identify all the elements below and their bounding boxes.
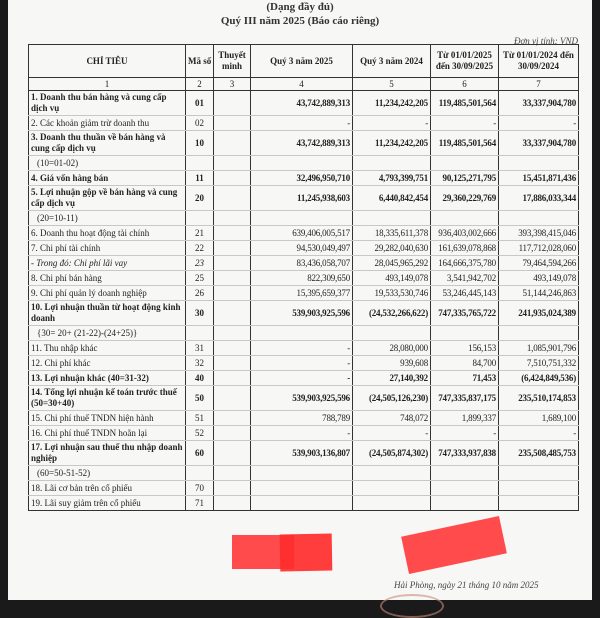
value-ytd-2025: 747,333,937,838 [431,441,499,466]
place-date-footer: Hải Phòng, ngày 21 tháng 10 năm 2025 [394,580,539,590]
value-q3-2024 [353,326,431,341]
row-code: 21 [186,226,214,241]
table-row [29,241,579,256]
row-label: (60=50-51-52) [29,466,186,481]
col-number: 3 [214,78,251,91]
redaction-mark [280,534,333,572]
value-q3-2024: 748,072 [353,411,431,426]
value-q3-2024: - [353,426,431,441]
value-q3-2025: 788,789 [251,411,353,426]
row-label: 1. Doanh thu bán hàng và cung cấp dịch vụ [29,91,186,116]
row-code [186,211,214,226]
value-q3-2025: 539,903,925,596 [251,386,353,411]
row-code: 11 [186,171,214,186]
value-ytd-2025: 119,485,501,564 [431,91,499,116]
row-note [214,271,251,286]
document-form-subtitle: (Dạng đầy đủ) [266,1,334,13]
header-q3-2024: Quý 3 năm 2024 [353,45,431,78]
value-ytd-2024: 235,510,174,853 [499,386,579,411]
row-note [214,386,251,411]
row-note [214,441,251,466]
value-ytd-2025: 119,485,501,564 [431,131,499,156]
value-q3-2024: - [353,116,431,131]
row-note [214,171,251,186]
document-page [8,0,592,600]
table-row [29,356,579,371]
row-label: 4. Giá vốn hàng bán [29,171,186,186]
value-q3-2025 [251,496,353,511]
value-ytd-2025: - [431,116,499,131]
value-q3-2025: 15,395,659,377 [251,286,353,301]
value-q3-2025: - [251,356,353,371]
value-ytd-2024 [499,496,579,511]
row-note [214,256,251,271]
value-q3-2025 [251,326,353,341]
row-code: 22 [186,241,214,256]
value-q3-2024: 11,234,242,205 [353,131,431,156]
row-code: 31 [186,341,214,356]
header-note: Thuyết minh [214,45,251,78]
value-ytd-2025: 156,153 [431,341,499,356]
row-code: 40 [186,371,214,386]
row-note [214,326,251,341]
value-ytd-2025: 164,666,375,780 [431,256,499,271]
table-row [29,481,579,496]
row-code: 71 [186,496,214,511]
col-number: 2 [186,78,214,91]
row-note [214,426,251,441]
col-number: 5 [353,78,431,91]
value-q3-2025: 94,530,049,497 [251,241,353,256]
row-label: 8. Chi phí bán hàng [29,271,186,286]
value-q3-2024: 939,608 [353,356,431,371]
row-note [214,131,251,156]
row-code: 10 [186,131,214,156]
value-ytd-2025: 747,335,837,175 [431,386,499,411]
row-code: 52 [186,426,214,441]
table-row [29,341,579,356]
value-ytd-2025 [431,211,499,226]
row-note [214,211,251,226]
row-label: 19. Lãi suy giảm trên cổ phiếu [29,496,186,511]
value-ytd-2024: 393,398,415,046 [499,226,579,241]
value-q3-2025 [251,466,353,481]
row-code: 70 [186,481,214,496]
value-q3-2025: 43,742,889,313 [251,131,353,156]
row-note [214,466,251,481]
row-label: 16. Chi phí thuế TNDN hoãn lại [29,426,186,441]
screen-edge [592,0,600,600]
row-note [214,496,251,511]
row-code: 32 [186,356,214,371]
value-ytd-2024: 241,935,024,389 [499,301,579,326]
value-ytd-2024 [499,211,579,226]
row-note [214,341,251,356]
value-q3-2024: 28,080,000 [353,341,431,356]
row-code [186,466,214,481]
value-ytd-2024: 33,337,904,780 [499,91,579,116]
row-label: 5. Lợi nhuận gộp về bán hàng và cung cấp dịch vụ [29,186,186,211]
row-note [214,286,251,301]
row-label: 7. Chi phí tài chính [29,241,186,256]
value-ytd-2025: 53,246,445,143 [431,286,499,301]
value-q3-2024: 11,234,242,205 [353,91,431,116]
row-code [186,326,214,341]
value-ytd-2025: 71,453 [431,371,499,386]
value-q3-2025: - [251,371,353,386]
row-code: 60 [186,441,214,466]
formula-row [29,466,579,481]
formula-row [29,156,579,171]
row-note [214,156,251,171]
company-stamp [380,594,444,618]
formula-row [29,326,579,341]
value-q3-2024: 19,533,530,746 [353,286,431,301]
row-code: 51 [186,411,214,426]
value-q3-2025 [251,211,353,226]
value-ytd-2024: 1,689,100 [499,411,579,426]
table-body [29,91,579,511]
value-q3-2025: - [251,426,353,441]
table-row [29,91,579,116]
value-ytd-2025 [431,466,499,481]
row-code: 50 [186,386,214,411]
value-ytd-2025: 161,639,078,868 [431,241,499,256]
col-number: 6 [431,78,499,91]
value-q3-2025 [251,481,353,496]
value-q3-2024: 27,140,392 [353,371,431,386]
value-ytd-2025: 90,125,271,795 [431,171,499,186]
row-label: (20=10-11) [29,211,186,226]
value-q3-2024: 28,045,965,292 [353,256,431,271]
value-ytd-2025: 3,541,942,702 [431,271,499,286]
value-ytd-2025 [431,156,499,171]
row-note [214,301,251,326]
value-ytd-2024: 1,085,901,796 [499,341,579,356]
col-number: 4 [251,78,353,91]
value-ytd-2025: 1,899,337 [431,411,499,426]
value-ytd-2025: 936,403,002,666 [431,226,499,241]
value-q3-2024: (24,532,266,622) [353,301,431,326]
row-label: 14. Tổng lợi nhuận kế toán trước thuế (50=30+40) [29,386,186,411]
table-row [29,441,579,466]
header-ytd-2024: Từ 01/01/2024 đến 30/09/2024 [499,45,579,78]
value-ytd-2024: 17,886,033,344 [499,186,579,211]
row-label: 2. Các khoản giảm trừ doanh thu [29,116,186,131]
value-ytd-2024 [499,466,579,481]
value-q3-2025: 822,309,650 [251,271,353,286]
redaction-mark [401,516,507,574]
value-ytd-2025: 747,335,765,722 [431,301,499,326]
value-ytd-2024: - [499,116,579,131]
row-label: (10=01-02) [29,156,186,171]
value-ytd-2024: 493,149,078 [499,271,579,286]
document-period-title: Quý III năm 2025 (Báo cáo riêng) [220,15,380,27]
formula-row [29,211,579,226]
value-ytd-2025 [431,326,499,341]
row-label: 17. Lợi nhuận sau thuế thu nhập doanh nghiệp [29,441,186,466]
table-row [29,371,579,386]
value-q3-2025: 43,742,889,313 [251,91,353,116]
value-q3-2025: - [251,341,353,356]
currency-unit-label: Đơn vị tính: VND [513,36,578,46]
header-code: Mã số [186,45,214,78]
row-label: 13. Lợi nhuận khác (40=31-32) [29,371,186,386]
table-row [29,131,579,156]
table-row [29,301,579,326]
value-q3-2024: (24,505,126,230) [353,386,431,411]
row-label: 12. Chi phí khác [29,356,186,371]
row-code: 23 [186,256,214,271]
value-ytd-2024: 79,464,594,266 [499,256,579,271]
value-q3-2024: 6,440,842,454 [353,186,431,211]
value-ytd-2024: - [499,426,579,441]
row-code: 30 [186,301,214,326]
header-indicator: CHỈ TIÊU [29,45,186,78]
value-q3-2025: 639,406,005,517 [251,226,353,241]
value-q3-2024: 29,282,040,630 [353,241,431,256]
row-label: - Trong đó: Chi phí lãi vay [29,256,186,271]
table-row [29,286,579,301]
value-q3-2024 [353,496,431,511]
header-ytd-2025: Từ 01/01/2025 đến 30/09/2025 [431,45,499,78]
table-row [29,426,579,441]
value-q3-2025: 83,436,058,707 [251,256,353,271]
row-note [214,226,251,241]
value-q3-2024: 493,149,078 [353,271,431,286]
value-ytd-2024: 15,451,871,436 [499,171,579,186]
value-ytd-2025: 29,360,229,769 [431,186,499,211]
value-q3-2025: 32,496,950,710 [251,171,353,186]
value-ytd-2024: 7,510,751,332 [499,356,579,371]
header-q3-2025: Quý 3 năm 2025 [251,45,353,78]
table-row [29,496,579,511]
row-note [214,91,251,116]
row-code: 01 [186,91,214,116]
row-label: 3. Doanh thu thuần về bán hàng và cung cấp dịch vụ [29,131,186,156]
row-label: 10. Lợi nhuận thuần từ hoạt động kinh doanh [29,301,186,326]
row-label: 15. Chi phí thuế TNDN hiện hành [29,411,186,426]
table-row [29,256,579,271]
value-q3-2024 [353,211,431,226]
value-ytd-2024: 51,144,246,863 [499,286,579,301]
row-label: {30= 20+ (21-22)-(24+25)} [29,326,186,341]
row-note [214,186,251,211]
value-ytd-2025: 84,700 [431,356,499,371]
value-q3-2025: 539,903,136,807 [251,441,353,466]
table-row [29,271,579,286]
row-label: 18. Lãi cơ bản trên cổ phiếu [29,481,186,496]
row-code: 20 [186,186,214,211]
value-ytd-2024: (6,424,849,536) [499,371,579,386]
value-ytd-2024: 33,337,904,780 [499,131,579,156]
value-ytd-2024: 235,508,485,753 [499,441,579,466]
column-number-row [29,78,579,91]
value-q3-2024 [353,466,431,481]
value-ytd-2025 [431,481,499,496]
value-ytd-2024 [499,156,579,171]
value-ytd-2025: - [431,426,499,441]
col-number: 1 [29,78,186,91]
table-row [29,386,579,411]
value-ytd-2024 [499,326,579,341]
value-q3-2024: 18,335,611,378 [353,226,431,241]
table-row [29,116,579,131]
value-q3-2024: (24,505,874,302) [353,441,431,466]
table-row [29,186,579,211]
row-code: 25 [186,271,214,286]
table-row [29,411,579,426]
row-code: 26 [186,286,214,301]
col-number: 7 [499,78,579,91]
row-label: 11. Thu nhập khác [29,341,186,356]
row-note [214,241,251,256]
value-q3-2025 [251,156,353,171]
value-q3-2024 [353,481,431,496]
row-note [214,481,251,496]
row-label: 9. Chi phí quản lý doanh nghiệp [29,286,186,301]
income-statement-table [28,44,579,511]
row-note [214,371,251,386]
row-label: 6. Doanh thu hoạt động tài chính [29,226,186,241]
table-header-row [29,45,579,78]
value-q3-2025: 539,903,925,596 [251,301,353,326]
value-ytd-2024: 117,712,028,060 [499,241,579,256]
row-note [214,411,251,426]
value-q3-2025: - [251,116,353,131]
row-code: 02 [186,116,214,131]
row-code [186,156,214,171]
value-ytd-2025 [431,496,499,511]
row-note [214,356,251,371]
table-row [29,226,579,241]
value-ytd-2024 [499,481,579,496]
value-q3-2025: 11,245,938,603 [251,186,353,211]
table-row [29,171,579,186]
value-q3-2024 [353,156,431,171]
value-q3-2024: 4,793,399,751 [353,171,431,186]
row-note [214,116,251,131]
